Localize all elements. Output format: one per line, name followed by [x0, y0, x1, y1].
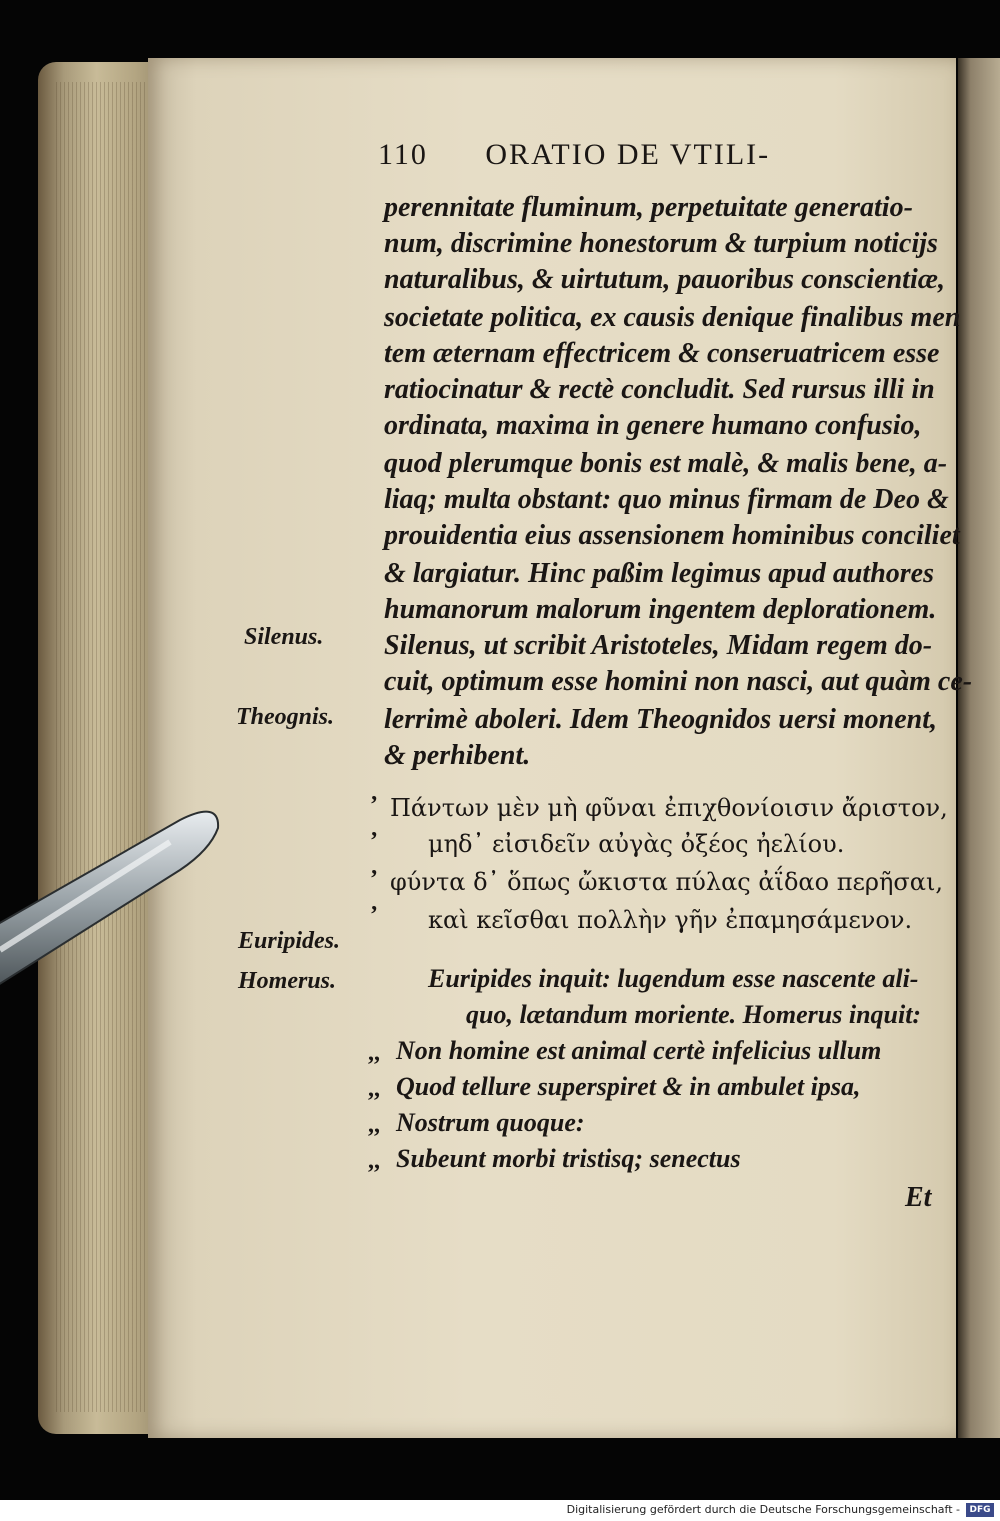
quote-mark: ’ — [370, 792, 378, 818]
body-line: num, discrimine honestorum & turpium noticijs — [384, 228, 938, 259]
page-number: 110 — [378, 138, 428, 171]
verse-line: Non homine est animal certè infelicius ullum — [396, 1036, 882, 1065]
margin-note-homerus: Homerus. — [238, 968, 337, 994]
body-line: ratiocinatur & rectè concludit. Sed rursus illi in — [384, 374, 935, 405]
margin-note-theognis: Theognis. — [236, 704, 335, 730]
verse-line: Nostrum quoque: — [396, 1108, 585, 1137]
quote-mark: ,, — [368, 1040, 380, 1066]
body-line: tem æternam effectricem & conseruatricem esse — [384, 338, 940, 369]
body-line: societate politica, ex causis denique finalibus men — [384, 302, 961, 333]
body-line: perennitate fluminum, perpetuitate generatio- — [384, 192, 913, 223]
body-line: cuit, optimum esse homini non nasci, aut quàm ce- — [384, 666, 973, 697]
quote-mark: ’ — [370, 866, 378, 892]
running-header — [378, 138, 770, 172]
quote-mark: ’ — [370, 828, 378, 854]
facing-page-edge — [958, 58, 1000, 1438]
footer-bar — [0, 1500, 1000, 1521]
dfg-logo: DFG — [966, 1503, 994, 1517]
quote-mark: ,, — [368, 1112, 380, 1138]
margin-note-silenus: Silenus. — [244, 624, 324, 650]
body-line: Silenus, ut scribit Aristoteles, Midam regem do- — [384, 630, 933, 661]
greek-verse: Πάντων μὲν μὴ φῦναι ἐπιχθονίοισιν ἄριστον, — [390, 794, 948, 822]
body-line: quod plerumque bonis est malè, & malis bene, a- — [384, 448, 948, 479]
body-line: Euripides inquit: lugendum esse nascente ali- — [428, 964, 919, 993]
quote-mark: ,, — [368, 1148, 380, 1174]
body-line: liaq; multa obstant: quo minus firmam de Deo & — [384, 484, 949, 515]
catchword: Et — [905, 1182, 932, 1213]
quote-mark: ’ — [370, 902, 378, 928]
body-line: & perhibent. — [384, 740, 531, 771]
body-line: lerrimè aboleri. Idem Theognidos uersi monent, — [384, 704, 938, 735]
body-line: prouidentia eius assensionem hominibus conciliet — [384, 520, 960, 551]
glass-pointer — [0, 780, 270, 1020]
verse-line: Subeunt morbi tristisq; senectus — [396, 1144, 741, 1173]
body-line: ordinata, maxima in genere humano confusio, — [384, 410, 922, 441]
footer-credit: Digitalisierung gefördert durch die Deutsche Forschungsgemeinschaft - — [566, 1503, 960, 1516]
greek-verse: μηδ᾽ εἰσιδεῖν αὐγὰς ὀξέος ἠελίου. — [428, 830, 845, 858]
body-line: naturalibus, & uirtutum, pauoribus conscientiæ, — [384, 264, 945, 295]
running-title: ORATIO DE VTILI- — [485, 138, 771, 171]
greek-verse: φύντα δ᾽ ὅπως ὤκιστα πύλας ἀΐδαο περῆσαι, — [390, 868, 944, 896]
body-line: & largiatur. Hinc paßim legimus apud authores — [384, 558, 935, 589]
margin-note-euripides: Euripides. — [238, 928, 341, 954]
body-line: quo, lætandum moriente. Homerus inquit: — [466, 1000, 922, 1029]
body-line: humanorum malorum ingentem deplorationem. — [384, 594, 937, 625]
greek-verse: καὶ κεῖσθαι πολλὴν γῆν ἐπαμησάμενον. — [428, 906, 913, 934]
quote-mark: ,, — [368, 1076, 380, 1102]
verse-line: Quod tellure superspiret & in ambulet ipsa, — [396, 1072, 861, 1101]
